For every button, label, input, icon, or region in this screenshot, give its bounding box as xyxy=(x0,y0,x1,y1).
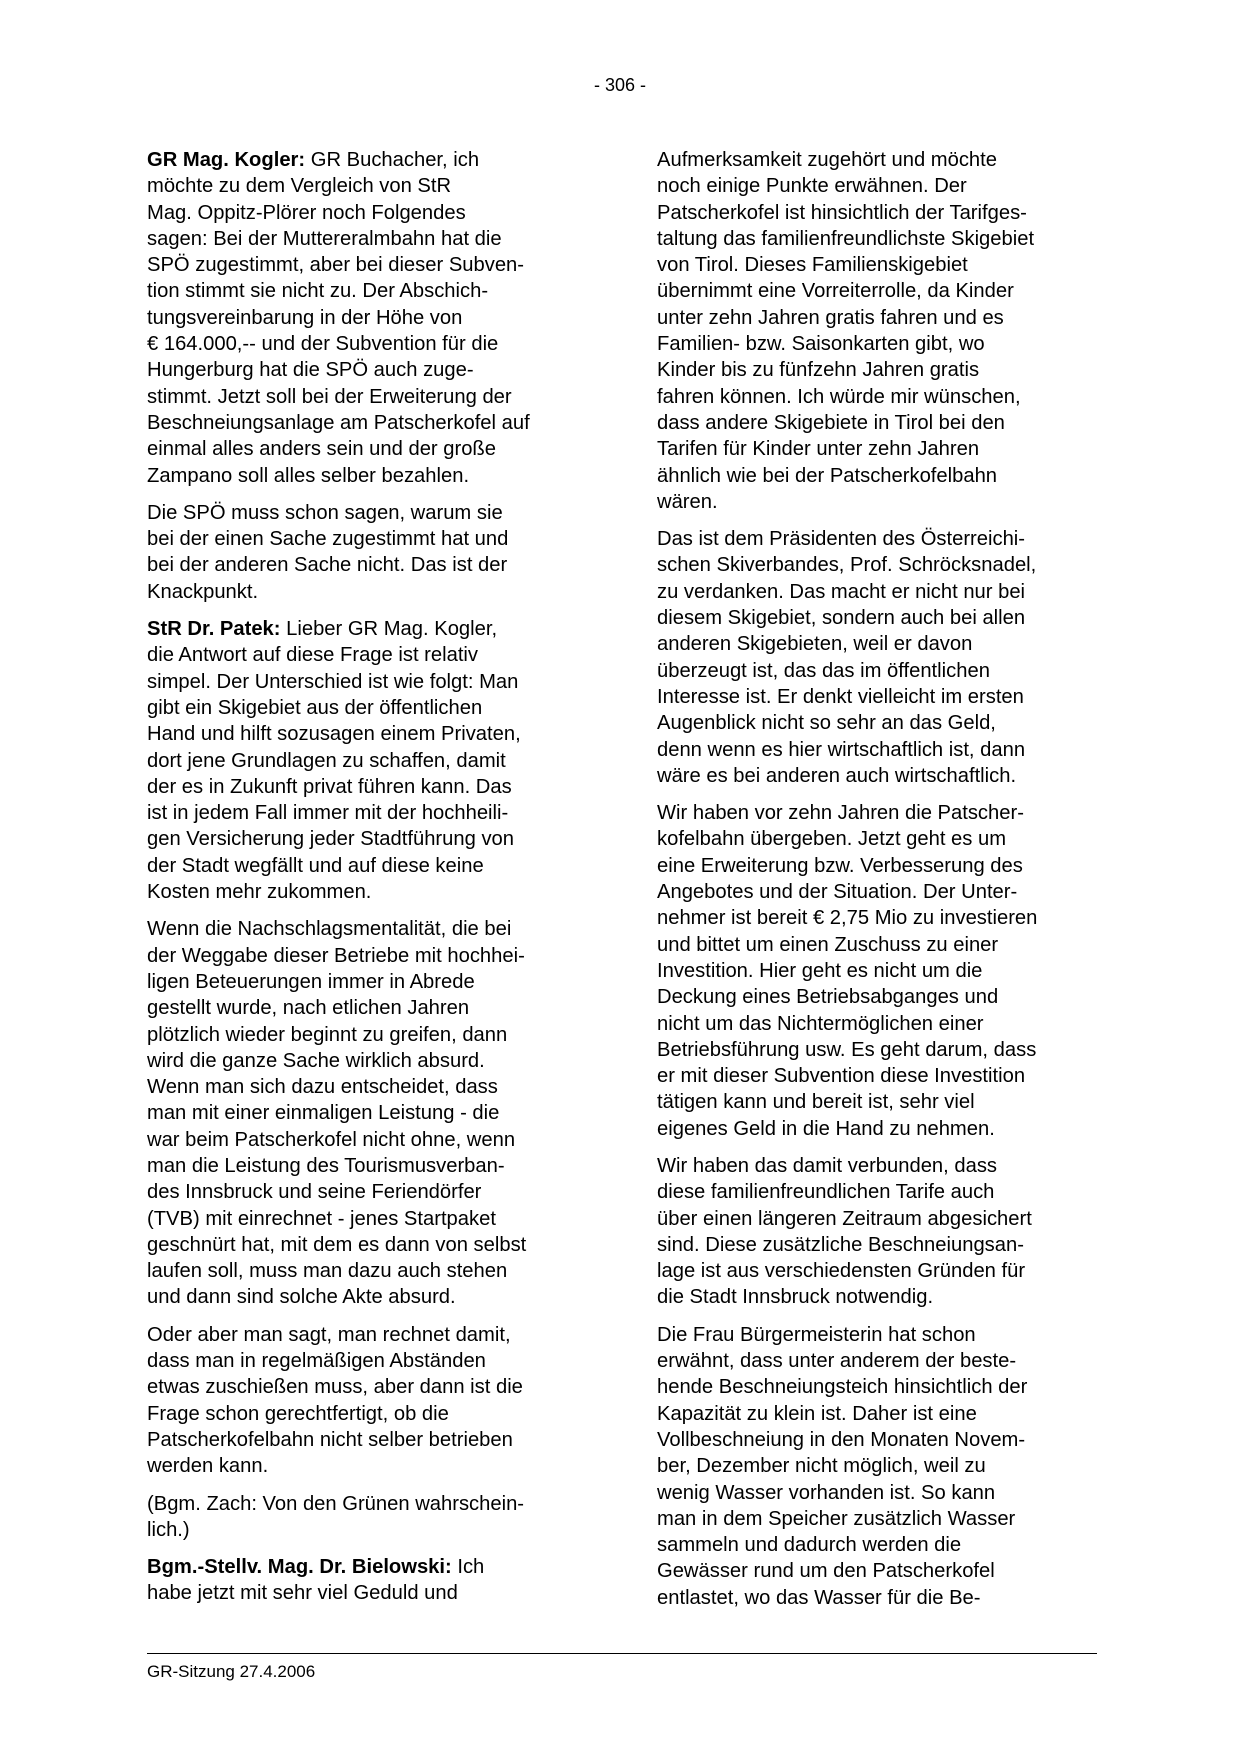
line-text: die Stadt Innsbruck notwendig. xyxy=(657,1286,934,1309)
text-line xyxy=(147,552,602,578)
line-text: tion stimmt sie nicht zu. Der Abschich- xyxy=(147,280,489,303)
text-line xyxy=(147,305,602,331)
line-text: Familien- bzw. Saisonkarten gibt, wo xyxy=(657,333,985,356)
line-text: übernimmt eine Vorreiterrolle, da Kinder xyxy=(657,280,1014,303)
line-text: Knackpunkt. xyxy=(147,580,259,603)
line-text: Mag. Oppitz-Plörer noch Folgendes xyxy=(147,201,466,224)
line-text: Investition. Hier geht es nicht um die xyxy=(657,959,983,982)
line-text: Die Frau Bürgermeisterin hat schon xyxy=(657,1323,976,1346)
text-line xyxy=(657,384,1112,410)
line-text: Kinder bis zu fünfzehn Jahren gratis xyxy=(657,359,980,382)
text-line xyxy=(657,173,1112,199)
text-line xyxy=(657,1258,1112,1284)
line-text: Das ist dem Präsidenten des Österreichi- xyxy=(657,528,1026,551)
text-line xyxy=(147,278,602,304)
text-line xyxy=(147,1453,602,1479)
text-line xyxy=(657,410,1112,436)
text-line xyxy=(147,1022,602,1048)
line-text: ligen Beteuerungen immer in Abrede xyxy=(147,970,475,993)
text-line xyxy=(657,800,1112,826)
line-text: tungsvereinbarung in der Höhe von xyxy=(147,306,463,329)
text-line xyxy=(657,1206,1112,1232)
line-text: einmal alles anders sein und der große xyxy=(147,438,496,461)
text-line xyxy=(147,1153,602,1179)
text-line xyxy=(657,1284,1112,1310)
line-text: eigenes Geld in die Hand zu nehmen. xyxy=(657,1117,995,1140)
paragraph xyxy=(147,147,602,489)
text-line xyxy=(147,357,602,383)
paragraph xyxy=(657,1322,1112,1611)
text-line xyxy=(657,1232,1112,1258)
line-text: möchte zu dem Vergleich von StR xyxy=(147,175,452,198)
text-line xyxy=(657,1585,1112,1611)
line-text: etwas zuschießen muss, aber dann ist die xyxy=(147,1376,523,1399)
text-line xyxy=(657,305,1112,331)
text-line xyxy=(657,984,1112,1010)
line-text: Angebotes und der Situation. Der Unter- xyxy=(657,881,1018,904)
text-line xyxy=(657,1116,1112,1142)
text-line xyxy=(147,1374,602,1400)
line-text: Gewässer rund um den Patscherkofel xyxy=(657,1560,995,1583)
line-text: ähnlich wie bei der Patscherkofelbahn xyxy=(657,464,998,487)
line-text: nehmer ist bereit € 2,75 Mio zu investieren xyxy=(657,907,1038,930)
text-line xyxy=(657,579,1112,605)
text-line xyxy=(657,331,1112,357)
line-text: hende Beschneiungsteich hinsichtlich der xyxy=(657,1376,1028,1399)
text-line xyxy=(147,616,602,642)
text-line xyxy=(147,1179,602,1205)
line-text: diese familienfreundlichen Tarife auch xyxy=(657,1181,995,1204)
line-text: Hand und hilft sozusagen einem Privaten, xyxy=(147,723,521,746)
text-line xyxy=(657,658,1112,684)
paragraph xyxy=(147,1322,602,1480)
text-line xyxy=(147,579,602,605)
text-line xyxy=(147,226,602,252)
line-text: entlastet, wo das Wasser für die Be- xyxy=(657,1586,981,1609)
text-line xyxy=(147,1517,602,1543)
line-text: gen Versicherung jeder Stadtführung von xyxy=(147,828,514,851)
line-text: (Bgm. Zach: Von den Grünen wahrschein- xyxy=(147,1492,525,1515)
line-text: dass andere Skigebiete in Tirol bei den xyxy=(657,411,1005,434)
text-line xyxy=(657,147,1112,173)
text-line xyxy=(657,1153,1112,1179)
text-line xyxy=(657,1037,1112,1063)
line-text: Wenn die Nachschlagsmentalität, die bei xyxy=(147,918,512,941)
line-text: tätigen kann und bereit ist, sehr viel xyxy=(657,1091,975,1114)
text-line xyxy=(147,1127,602,1153)
text-line xyxy=(147,526,602,552)
text-line xyxy=(147,410,602,436)
text-line xyxy=(147,748,602,774)
line-text: nicht um das Nichtermöglichen einer xyxy=(657,1012,984,1035)
line-text: Wir haben vor zehn Jahren die Patscher- xyxy=(657,802,1024,825)
right-column xyxy=(657,147,1112,1622)
text-line xyxy=(147,943,602,969)
text-line xyxy=(147,463,602,489)
text-line xyxy=(147,1232,602,1258)
line-text: wird die ganze Sache wirklich absurd. xyxy=(147,1049,485,1072)
text-line xyxy=(657,905,1112,931)
line-text: man in dem Speicher zusätzlich Wasser xyxy=(657,1507,1016,1530)
text-line xyxy=(147,147,602,173)
line-text: eine Erweiterung bzw. Verbesserung des xyxy=(657,854,1023,877)
text-line xyxy=(147,879,602,905)
line-text: geschnürt hat, mit dem es dann von selbst xyxy=(147,1233,527,1256)
text-line xyxy=(657,710,1112,736)
text-line xyxy=(147,826,602,852)
text-line xyxy=(147,916,602,942)
text-line xyxy=(147,669,602,695)
line-text: Kapazität zu klein ist. Daher ist eine xyxy=(657,1402,977,1425)
text-line xyxy=(657,526,1112,552)
line-text: bei der anderen Sache nicht. Das ist der xyxy=(147,554,508,577)
footer-session-label: GR-Sitzung 27.4.2006 xyxy=(147,1662,316,1681)
paragraph xyxy=(657,526,1112,789)
text-line xyxy=(657,1427,1112,1453)
text-line xyxy=(147,1258,602,1284)
line-text: stimmt. Jetzt soll bei der Erweiterung der xyxy=(147,385,512,408)
line-text: werden kann. xyxy=(147,1455,269,1478)
paragraph xyxy=(147,616,602,905)
line-text: sind. Diese zusätzliche Beschneiungsan- xyxy=(657,1233,1024,1256)
line-text: er mit dieser Subvention diese Investition xyxy=(657,1065,1026,1088)
text-line xyxy=(657,1063,1112,1089)
line-text: lich.) xyxy=(147,1518,190,1541)
line-text: Vollbeschneiung in den Monaten Novem- xyxy=(657,1428,1026,1451)
line-text: Hungerburg hat die SPÖ auch zuge- xyxy=(147,359,474,382)
line-text: man mit einer einmaligen Leistung - die xyxy=(147,1102,500,1125)
text-line xyxy=(147,1074,602,1100)
line-text: Die SPÖ muss schon sagen, warum sie xyxy=(147,501,503,524)
line-text: sagen: Bei der Muttereralmbahn hat die xyxy=(147,227,502,250)
text-line xyxy=(657,1374,1112,1400)
line-text: erwähnt, dass unter anderem der beste- xyxy=(657,1350,1017,1373)
line-text: denn wenn es hier wirtschaftlich ist, dann xyxy=(657,738,1026,761)
text-line xyxy=(147,1048,602,1074)
line-text: Kosten mehr zukommen. xyxy=(147,881,372,904)
line-text: Deckung eines Betriebsabganges und xyxy=(657,986,999,1009)
line-text: GR Buchacher, ich xyxy=(305,149,480,171)
line-text: € 164.000,-- und der Subvention für die xyxy=(147,333,499,356)
text-line xyxy=(147,774,602,800)
line-text: Betriebsführung usw. Es geht darum, dass xyxy=(657,1038,1037,1061)
text-line xyxy=(147,853,602,879)
line-text: taltung das familienfreundlichste Skigebiet xyxy=(657,227,1035,250)
line-text: (TVB) mit einrechnet - jenes Startpaket xyxy=(147,1207,496,1230)
text-line xyxy=(657,1401,1112,1427)
text-line xyxy=(147,1206,602,1232)
text-line xyxy=(657,1532,1112,1558)
text-line xyxy=(147,384,602,410)
line-text: wäre es bei anderen auch wirtschaftlich. xyxy=(657,764,1017,787)
text-line xyxy=(147,1284,602,1310)
text-line xyxy=(657,932,1112,958)
line-text: laufen soll, muss man dazu auch stehen xyxy=(147,1260,508,1283)
text-line xyxy=(147,800,602,826)
footer-divider xyxy=(147,1653,1097,1654)
line-text: der Weggabe dieser Betriebe mit hochhei- xyxy=(147,944,525,967)
line-text: habe jetzt mit sehr viel Geduld und xyxy=(147,1582,458,1605)
text-line xyxy=(657,357,1112,383)
line-text: unter zehn Jahren gratis fahren und es xyxy=(657,306,1004,329)
line-text: Wenn man sich dazu entscheidet, dass xyxy=(147,1076,498,1099)
line-text: dort jene Grundlagen zu schaffen, damit xyxy=(147,749,506,772)
line-text: anderen Skigebieten, weil er davon xyxy=(657,633,973,656)
text-line xyxy=(147,1100,602,1126)
line-text: Lieber GR Mag. Kogler, xyxy=(280,618,498,641)
text-line xyxy=(657,737,1112,763)
text-line xyxy=(147,200,602,226)
text-line xyxy=(147,1491,602,1517)
line-text: Tarifen für Kinder unter zehn Jahren xyxy=(657,438,980,461)
text-line xyxy=(147,500,602,526)
text-line xyxy=(657,1179,1112,1205)
text-line xyxy=(147,1427,602,1453)
text-line xyxy=(147,969,602,995)
text-line xyxy=(147,995,602,1021)
line-text: gestellt wurde, nach etlichen Jahren xyxy=(147,997,470,1020)
text-line xyxy=(657,1011,1112,1037)
text-line xyxy=(657,552,1112,578)
text-line xyxy=(657,958,1112,984)
text-line xyxy=(657,1480,1112,1506)
text-line xyxy=(147,1348,602,1374)
text-line xyxy=(657,684,1112,710)
line-text: Beschneiungsanlage am Patscherkofel auf xyxy=(147,411,530,434)
text-line xyxy=(657,278,1112,304)
line-text: über einen längeren Zeitraum abgesichert xyxy=(657,1207,1032,1230)
text-line xyxy=(657,1348,1112,1374)
text-line xyxy=(147,331,602,357)
line-text: war beim Patscherkofel nicht ohne, wenn xyxy=(147,1128,516,1151)
line-text: diesem Skigebiet, sondern auch bei allen xyxy=(657,607,1026,630)
line-text: man die Leistung des Tourismusverban- xyxy=(147,1154,505,1177)
text-line xyxy=(147,252,602,278)
text-line xyxy=(657,1453,1112,1479)
line-text: Oder aber man sagt, man rechnet damit, xyxy=(147,1323,511,1346)
line-text: plötzlich wieder beginnt zu greifen, dann xyxy=(147,1023,508,1046)
text-line xyxy=(657,1506,1112,1532)
line-text: kofelbahn übergeben. Jetzt geht es um xyxy=(657,828,1007,851)
text-line xyxy=(657,826,1112,852)
paragraph xyxy=(657,800,1112,1142)
text-line xyxy=(657,226,1112,252)
text-line xyxy=(657,631,1112,657)
line-text: sammeln und dadurch werden die xyxy=(657,1534,962,1557)
line-text: ber, Dezember nicht möglich, weil zu xyxy=(657,1455,986,1478)
paragraph xyxy=(147,500,602,605)
line-text: Patscherkofel ist hinsichtlich der Tarifges- xyxy=(657,201,1027,224)
text-line xyxy=(657,763,1112,789)
text-line xyxy=(657,1089,1112,1115)
line-text: bei der einen Sache zugestimmt hat und xyxy=(147,528,509,551)
text-line xyxy=(657,200,1112,226)
line-text: SPÖ zugestimmt, aber bei dieser Subven- xyxy=(147,254,525,277)
paragraph xyxy=(657,147,1112,515)
line-text: Interesse ist. Er denkt vielleicht im ersten xyxy=(657,685,1024,708)
paragraph xyxy=(657,1153,1112,1311)
text-line xyxy=(147,1580,602,1606)
line-text: von Tirol. Dieses Familienskigebiet xyxy=(657,254,968,277)
text-line xyxy=(147,173,602,199)
line-text: Ich xyxy=(451,1556,485,1579)
line-text: und bittet um einen Zuschuss zu einer xyxy=(657,933,999,956)
text-line xyxy=(657,605,1112,631)
text-line xyxy=(147,642,602,668)
line-text: der es in Zukunft privat führen kann. Das xyxy=(147,775,512,798)
line-text: ist in jedem Fall immer mit der hochheili- xyxy=(147,802,509,825)
line-text: und dann sind solche Akte absurd. xyxy=(147,1286,456,1309)
text-line xyxy=(147,1401,602,1427)
line-text: lage ist aus verschiedensten Gründen für xyxy=(657,1260,1026,1283)
text-line xyxy=(657,1558,1112,1584)
line-text: gibt ein Skigebiet aus der öffentlichen xyxy=(147,696,483,719)
text-line xyxy=(657,463,1112,489)
line-text: Aufmerksamkeit zugehört und möchte xyxy=(657,149,997,171)
paragraph xyxy=(147,916,602,1310)
line-text: der Stadt wegfällt und auf diese keine xyxy=(147,854,484,877)
line-text: die Antwort auf diese Frage ist relativ xyxy=(147,644,479,667)
line-text: fahren können. Ich würde mir wünschen, xyxy=(657,385,1021,408)
text-line xyxy=(147,695,602,721)
line-text: wären. xyxy=(657,490,718,513)
text-line xyxy=(657,1322,1112,1348)
line-text: simpel. Der Unterschied ist wie folgt: Man xyxy=(147,670,519,693)
text-line xyxy=(657,879,1112,905)
line-text: zu verdanken. Das macht er nicht nur bei xyxy=(657,580,1026,603)
text-line xyxy=(657,489,1112,515)
line-text: Augenblick nicht so sehr an das Geld, xyxy=(657,712,996,735)
paragraph xyxy=(147,1491,602,1544)
text-line xyxy=(147,721,602,747)
paragraph xyxy=(147,1554,602,1607)
text-line xyxy=(147,1554,602,1580)
line-text: Zampano soll alles selber bezahlen. xyxy=(147,464,470,487)
line-text: überzeugt ist, das das im öffentlichen xyxy=(657,659,990,682)
line-text: dass man in regelmäßigen Abständen xyxy=(147,1350,486,1373)
line-text: des Innsbruck und seine Feriendörfer xyxy=(147,1181,482,1204)
line-text: wenig Wasser vorhanden ist. So kann xyxy=(657,1481,996,1504)
left-column xyxy=(147,147,602,1618)
line-text: Frage schon gerechtfertigt, ob die xyxy=(147,1402,449,1425)
line-text: noch einige Punkte erwähnen. Der xyxy=(657,175,967,198)
line-text: Wir haben das damit verbunden, dass xyxy=(657,1154,998,1177)
line-text: schen Skiverbandes, Prof. Schröcksnadel, xyxy=(657,554,1037,577)
speaker-name: StR Dr. Patek: xyxy=(147,618,281,641)
text-line xyxy=(147,1322,602,1348)
line-text: Patscherkofelbahn nicht selber betrieben xyxy=(147,1428,513,1451)
text-line xyxy=(657,436,1112,462)
text-line xyxy=(147,436,602,462)
text-line xyxy=(657,252,1112,278)
page-number: - 306 - xyxy=(593,75,647,95)
text-line xyxy=(657,853,1112,879)
speaker-name: Bgm.-Stellv. Mag. Dr. Bielowski: xyxy=(147,1556,452,1579)
speaker-name: GR Mag. Kogler: xyxy=(147,149,306,171)
